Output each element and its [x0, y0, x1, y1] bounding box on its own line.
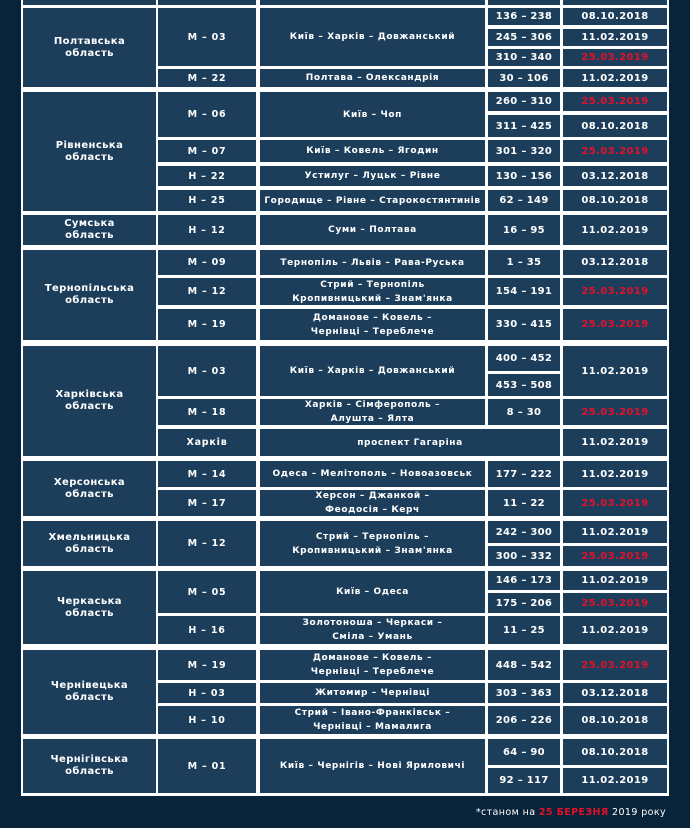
- road-code: М – 19: [158, 650, 256, 680]
- road-code: М – 14: [158, 461, 256, 487]
- region-name: Рівненська область: [23, 92, 156, 211]
- repair-date: 11.02.2019: [563, 616, 667, 644]
- road-code: М – 12: [158, 521, 256, 566]
- km-range: 8 – 30: [488, 399, 560, 425]
- km-range: 175 – 206: [488, 593, 560, 613]
- route-name: Київ – Одеса: [260, 571, 485, 613]
- route-name: Київ – Харків – Довжанський: [260, 346, 485, 396]
- region-name: Полтавська область: [23, 8, 156, 87]
- region-name: Чернігівська область: [23, 739, 156, 793]
- km-range: 11 – 25: [488, 616, 560, 644]
- repair-date: 08.10.2018: [563, 115, 667, 137]
- route-name: Харків – Сімферополь – Алушта – Ялта: [260, 399, 485, 425]
- km-range: 310 – 340: [488, 49, 560, 66]
- road-code: М – 03: [158, 346, 256, 396]
- road-code: Н – 12: [158, 215, 256, 245]
- km-range: 330 – 415: [488, 309, 560, 340]
- repair-date: 25.03.2019: [563, 650, 667, 680]
- repair-date: 03.12.2018: [563, 166, 667, 186]
- repair-date: 03.12.2018: [563, 250, 667, 275]
- repair-date: 08.10.2018: [563, 739, 667, 765]
- km-range: 300 – 332: [488, 546, 560, 566]
- repair-date: 25.03.2019: [563, 546, 667, 566]
- repair-date: 11.02.2019: [563, 69, 667, 87]
- repair-date: 25.03.2019: [563, 140, 667, 162]
- road-code: Н – 25: [158, 190, 256, 211]
- road-code: М – 03: [158, 8, 256, 66]
- region-name: Херсонська область: [23, 461, 156, 516]
- repair-date: 11.02.2019: [563, 768, 667, 793]
- route-name: Херсон – Джанкой – Феодосія – Керч: [260, 490, 485, 516]
- repair-date: 25.03.2019: [563, 593, 667, 613]
- region-name: [23, 0, 156, 5]
- km-range: 64 – 90: [488, 739, 560, 765]
- route-name: Тернопіль – Львів – Рава-Руська: [260, 250, 485, 275]
- km-range: 245 – 306: [488, 29, 560, 46]
- repair-date: 03.12.2018: [563, 683, 667, 703]
- repair-date: 11.02.2019: [563, 429, 667, 456]
- repair-date: 11.02.2019: [563, 571, 667, 590]
- footnote-suffix: 2019 року: [608, 807, 666, 818]
- road-code: М – 01: [158, 739, 256, 793]
- route-name: Городище – Рівне – Старокостянтинів: [260, 190, 485, 211]
- repair-date: 25.03.2019: [563, 399, 667, 425]
- km-range: 301 – 320: [488, 140, 560, 162]
- road-code: М – 12: [158, 278, 256, 305]
- repair-date: 11.02.2019: [563, 29, 667, 46]
- repair-date: 25.03.2019: [563, 92, 667, 111]
- km-range: 242 – 300: [488, 521, 560, 543]
- km-range: 1 – 35: [488, 250, 560, 275]
- km-range: 448 – 542: [488, 650, 560, 680]
- repair-date: 25.03.2019: [563, 278, 667, 305]
- km-range: 16 – 95: [488, 215, 560, 245]
- region-name: Харківська область: [23, 346, 156, 456]
- road-code: М – 18: [158, 399, 256, 425]
- km-range: 92 – 117: [488, 768, 560, 793]
- km-range: 130 – 156: [488, 166, 560, 186]
- km-range: 146 – 173: [488, 571, 560, 590]
- route-name: Доманове – Ковель – Чернівці – Тереблече: [260, 650, 485, 680]
- route-name: проспект Гагаріна: [260, 429, 560, 456]
- road-code: М – 06: [158, 92, 256, 137]
- km-range: 303 – 363: [488, 683, 560, 703]
- repair-date: [563, 0, 667, 5]
- route-name: Полтава – Олександрія: [260, 69, 485, 87]
- road-code: М – 05: [158, 571, 256, 613]
- repair-date: 11.02.2019: [563, 461, 667, 487]
- km-range: 30 – 106: [488, 69, 560, 87]
- footnote-prefix: *станом на: [475, 807, 539, 818]
- region-name: Тернопільська область: [23, 250, 156, 340]
- region-name: Черкаська область: [23, 571, 156, 644]
- route-name: Київ – Чернігів – Нові Яриловичі: [260, 739, 485, 793]
- km-range: 62 – 149: [488, 190, 560, 211]
- road-code: М – 09: [158, 250, 256, 275]
- repair-date: 11.02.2019: [563, 521, 667, 543]
- road-code: Н – 10: [158, 706, 256, 734]
- route-name: [260, 0, 485, 5]
- repair-date: 25.03.2019: [563, 309, 667, 340]
- repair-date: 25.03.2019: [563, 49, 667, 66]
- km-range: 11 – 22: [488, 490, 560, 516]
- route-name: Доманове – Ковель – Чернівці – Тереблече: [260, 309, 485, 340]
- road-code: М – 19: [158, 309, 256, 340]
- route-name: Устилуг – Луцьк – Рівне: [260, 166, 485, 186]
- route-name: Золотоноша – Черкаси – Сміла – Умань: [260, 616, 485, 644]
- km-range: [488, 0, 560, 5]
- route-name: Суми – Полтава: [260, 215, 485, 245]
- repair-date: 08.10.2018: [563, 190, 667, 211]
- km-range: 154 – 191: [488, 278, 560, 305]
- km-range: 453 – 508: [488, 374, 560, 396]
- route-name: Київ – Чоп: [260, 92, 485, 137]
- route-name: Одеса – Мелітополь – Новоазовськ: [260, 461, 485, 487]
- road-code: Н – 03: [158, 683, 256, 703]
- footnote: [476, 807, 666, 818]
- road-code: Н – 16: [158, 616, 256, 644]
- route-name: Стрий – Тернопіль Кропивницький – Знам'янка: [260, 278, 485, 305]
- repair-date: 11.02.2019: [563, 346, 667, 396]
- route-name: Житомир – Чернівці: [260, 683, 485, 703]
- region-name: Сумська область: [23, 215, 156, 245]
- repair-date: 08.10.2018: [563, 706, 667, 734]
- road-code: Харків: [158, 429, 256, 456]
- footnote-date: 25 БЕРЕЗНЯ: [538, 807, 609, 818]
- road-code: Н – 22: [158, 166, 256, 186]
- km-range: 136 – 238: [488, 8, 560, 25]
- road-code: М – 22: [158, 69, 256, 87]
- region-name: Хмельницька область: [23, 521, 156, 566]
- repair-date: 25.03.2019: [563, 490, 667, 516]
- route-name: Стрий – Тернопіль – Кропивницький – Знам'янка: [260, 521, 485, 566]
- route-name: Київ – Харків – Довжанський: [260, 8, 485, 66]
- km-range: 177 – 222: [488, 461, 560, 487]
- km-range: 260 – 310: [488, 92, 560, 111]
- road-code: М – 17: [158, 490, 256, 516]
- km-range: 400 – 452: [488, 346, 560, 371]
- route-name: Стрий – Івано-Франківськ – Чернівці – Мамалига: [260, 706, 485, 734]
- route-name: Київ – Ковель – Ягодин: [260, 140, 485, 162]
- repair-date: 11.02.2019: [563, 215, 667, 245]
- km-range: 206 – 226: [488, 706, 560, 734]
- km-range: 311 – 425: [488, 115, 560, 137]
- repair-date: 08.10.2018: [563, 8, 667, 25]
- region-name: Чернівецька область: [23, 650, 156, 734]
- road-code: М – 07: [158, 140, 256, 162]
- road-code: [158, 0, 256, 5]
